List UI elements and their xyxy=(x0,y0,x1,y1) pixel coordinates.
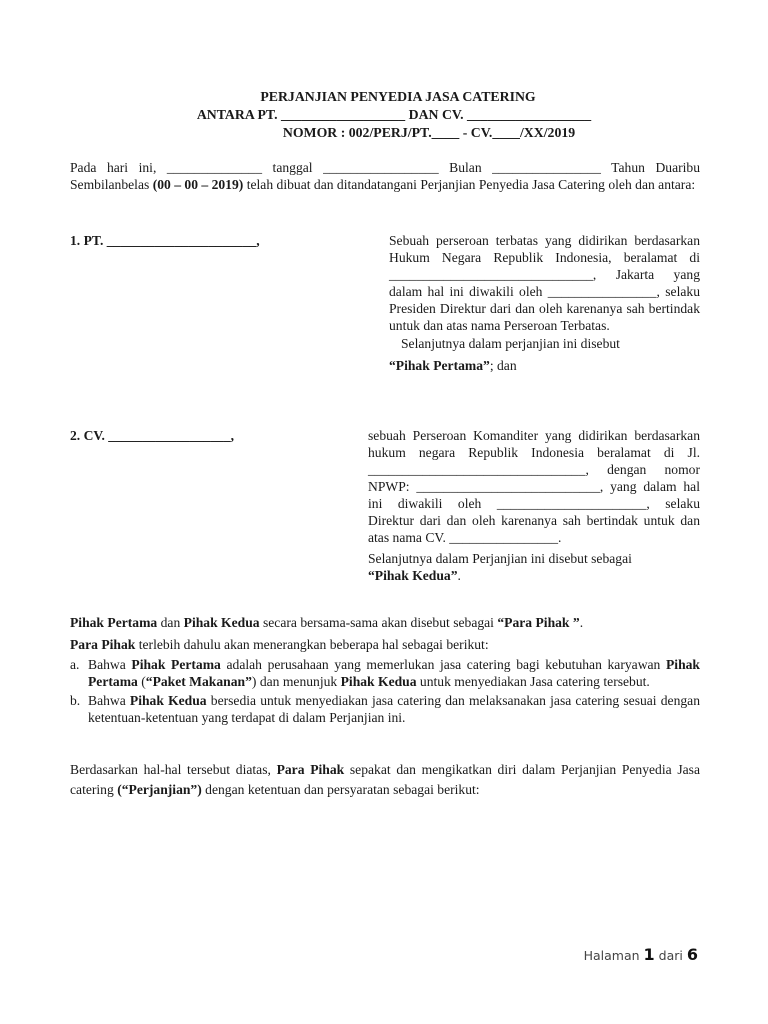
parties-line-and: dan xyxy=(157,615,184,630)
list-item xyxy=(70,656,700,690)
list-item-marker: b. xyxy=(70,693,81,708)
list-item-marker: a. xyxy=(70,657,80,672)
explain-line xyxy=(70,636,700,653)
party-1-description xyxy=(389,232,700,374)
intro-text-a: Pada hari ini, ______________ tanggal _________________ Bulan ________________ Tahun Duaribu Sembilanbelas xyxy=(70,160,700,192)
intro-paragraph xyxy=(70,159,700,193)
parties-line xyxy=(70,614,700,631)
page-sep: dari xyxy=(658,948,683,963)
page-number xyxy=(584,946,698,964)
closing-text-3: dengan ketentuan dan persyaratan sebagai berikut: xyxy=(201,782,480,797)
party-2-follow-text: Selanjutnya dalam Perjanjian ini disebut sebagai xyxy=(368,551,632,566)
party-2-description xyxy=(368,427,700,584)
parties-summary xyxy=(70,614,700,658)
document-title xyxy=(0,88,768,142)
party-1-follow-text: Selanjutnya dalam perjanjian ini disebut xyxy=(401,336,620,351)
party-2-tail: . xyxy=(457,568,461,583)
list-item-text: Bahwa Pihak Kedua bersedia untuk menyediakan jasa catering dan melaksanakan jasa catering sesuai dengan ketentuan-ketentuan yang terdapat di dalam Perjanjian ini. xyxy=(88,693,700,725)
page-total: 6 xyxy=(686,945,698,964)
party-1-tail: ; dan xyxy=(489,358,517,373)
party-1-alias: “Pihak Pertama” xyxy=(389,358,490,373)
title-line-1: PERJANJIAN PENYEDIA JASA CATERING xyxy=(260,89,536,104)
party-2-alias: “Pihak Kedua” xyxy=(368,568,458,583)
closing-bold-2: (“Perjanjian”) xyxy=(117,782,202,797)
party-2-desc-text: sebuah Perseroan Komanditer yang didirikan berdasarkan hukum negara Republik Indonesia beralamat di Jl. ________________________________, dengan nomor NPWP: ___________________________, yang dalam hal ini diwakili oleh ______________________, selaku Direktur dari dan oleh karenanya sah bertindak untuk dan atas nama CV. ________________. xyxy=(368,428,700,545)
parties-line-mid: secara bersama-sama akan disebut sebagai xyxy=(259,615,498,630)
explain-line-bold: Para Pihak xyxy=(70,637,136,652)
party-2-label: 2. CV. __________________, xyxy=(70,428,235,443)
recitals-list xyxy=(70,656,700,728)
closing-text-1: Berdasarkan hal-hal tersebut diatas, xyxy=(70,762,277,777)
explain-line-text: terlebih dahulu akan menerangkan beberapa hal sebagai berikut: xyxy=(135,637,489,652)
closing-paragraph xyxy=(70,760,700,800)
closing-text-2: sepakat dan mengikatkan diri dalam Perjanjian Penyedia Jasa catering xyxy=(70,762,700,797)
title-line-2: ANTARA PT. __________________ DAN CV. __________________ xyxy=(196,107,592,122)
parties-line-alias: “Para Pihak ” xyxy=(497,615,580,630)
party-1-desc-text: Sebuah perseroan terbatas yang didirikan berdasarkan Hukum Negara Republik Indonesia, beralamat di ______________________________, Jakarta yang dalam hal ini diwakili oleh ________________, selaku Presiden Direktur dari dan oleh karenanya sah bertindak untuk dan atas nama Perseroan Terbatas. xyxy=(389,233,700,333)
party-1-label: 1. PT. ______________________, xyxy=(70,233,260,248)
page-current: 1 xyxy=(643,945,655,964)
intro-text-b: telah dibuat dan ditandatangani Perjanjian Penyedia Jasa Catering oleh dan antara: xyxy=(243,177,696,192)
parties-line-p2: Pihak Kedua xyxy=(183,615,260,630)
parties-line-end: . xyxy=(579,615,584,630)
list-item-text: Bahwa Pihak Pertama adalah perusahaan yang memerlukan jasa catering bagi kebutuhan karyawan Pihak Pertama (“Paket Makanan”) dan menunjuk Pihak Kedua untuk menyediakan Jasa catering tersebut. xyxy=(88,657,700,689)
closing-bold-1: Para Pihak xyxy=(276,762,345,777)
parties-line-p1: Pihak Pertama xyxy=(70,615,158,630)
page-label: Halaman xyxy=(583,948,640,963)
title-line-3: NOMOR : 002/PERJ/PT.____ - CV.____/XX/2019 xyxy=(282,125,576,140)
intro-date: (00 – 00 – 2019) xyxy=(152,177,244,192)
list-item xyxy=(70,692,700,726)
